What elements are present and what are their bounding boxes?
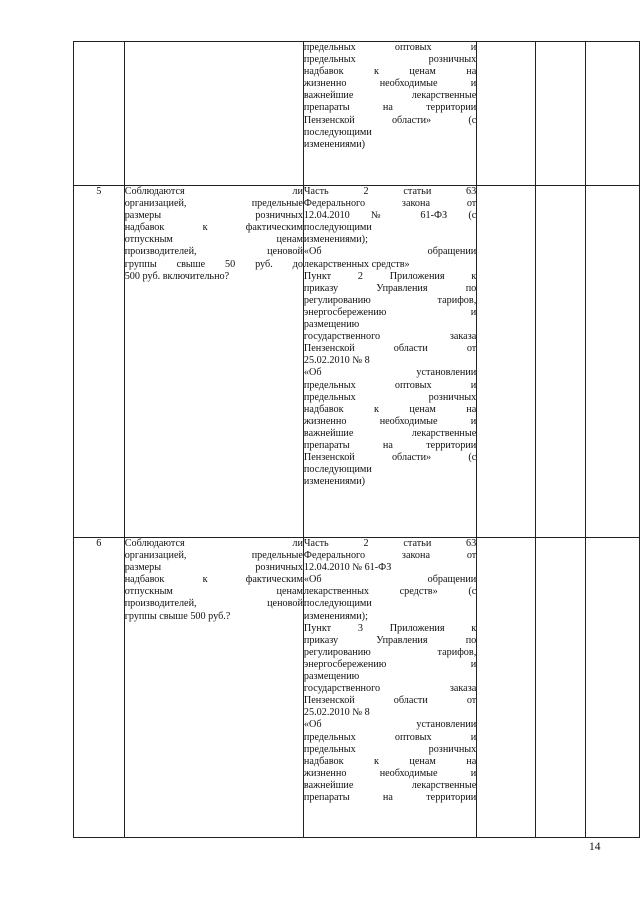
legal-basis-cell: [303, 538, 476, 838]
text-line: приказу Управления по: [303, 634, 477, 646]
text-line: Пензенской области от: [303, 343, 477, 355]
table-row: [74, 42, 640, 186]
answer-yes-cell: [477, 186, 536, 538]
text-line: предельных розничных: [303, 54, 477, 66]
text-line: Пункт 2 Приложения к: [303, 270, 477, 282]
text-line: препараты на территории: [303, 439, 477, 451]
text-line: лекарственных средств»: [303, 258, 410, 270]
text-line: последующими: [303, 464, 372, 476]
text-line: надбавок к ценам на: [303, 403, 477, 415]
text-line: отпускным ценам: [124, 234, 303, 246]
text-line: препараты на территории: [303, 791, 477, 803]
page-number: 14: [589, 841, 601, 853]
text-line: надбавок к ценам на: [303, 755, 477, 767]
text-line: изменениями);: [303, 234, 368, 246]
answer-no-cell: [536, 186, 586, 538]
legal-basis-cell: [303, 186, 476, 538]
text-line: государственного заказа: [303, 331, 477, 343]
text-line: отпускным ценам: [124, 586, 303, 598]
requirements-table: [73, 41, 640, 838]
note-cell: [585, 538, 639, 838]
text-line: производителей, ценовой: [124, 598, 303, 610]
text-line: предельных оптовых и: [303, 379, 477, 391]
text-line: препараты на территории: [303, 102, 477, 114]
text-line: Часть 2 статьи 63: [303, 538, 477, 549]
text-line: размеры розничных: [124, 562, 303, 574]
text-line: государственного заказа: [303, 683, 477, 695]
answer-no-cell: [536, 42, 586, 186]
text-line: лекарственных средств» (с: [303, 586, 477, 598]
text-line: Пензенской области» (с: [303, 114, 477, 126]
text-line: Пункт 3 Приложения к: [303, 622, 477, 634]
text-line: Часть 2 статьи 63: [303, 186, 477, 197]
table-row: [74, 186, 640, 538]
text-line: 500 руб. включительно?: [124, 270, 230, 282]
text-line: регулированию тарифов,: [303, 646, 477, 658]
text-line: организацией, предельные: [124, 550, 303, 562]
text-line: организацией, предельные: [124, 198, 303, 210]
text-line: жизненно необходимые и: [303, 415, 477, 427]
text-line: последующими: [303, 598, 372, 610]
text-line: производителей, ценовой: [124, 246, 303, 258]
text-line: Федерального закона от: [303, 550, 477, 562]
text-line: группы свыше 500 руб.?: [124, 610, 231, 622]
text-line: Соблюдаются ли: [124, 186, 303, 197]
text-line: изменениями);: [303, 610, 368, 622]
answer-no-cell: [536, 538, 586, 838]
text-line: «Об установлении: [303, 367, 477, 379]
text-line: изменениями): [303, 138, 366, 150]
text-line: размещению: [303, 671, 360, 683]
text-line: надбавок к фактическим: [124, 574, 303, 586]
text-line: Федерального закона от: [303, 198, 477, 210]
row-number: 6: [74, 538, 125, 838]
note-cell: [585, 42, 639, 186]
row-number: 5: [74, 186, 125, 538]
text-line: предельных оптовых и: [303, 42, 477, 53]
text-line: энергосбережению и: [303, 658, 477, 670]
text-line: регулированию тарифов,: [303, 294, 477, 306]
text-line: 25.02.2010 № 8: [303, 355, 370, 367]
text-line: Соблюдаются ли: [124, 538, 303, 549]
text-line: 12.04.2010 № 61-ФЗ: [303, 562, 392, 574]
text-line: надбавок к фактическим: [124, 222, 303, 234]
text-line: 12.04.2010 № 61-ФЗ (с: [303, 210, 477, 222]
text-line: «Об обращении: [303, 246, 477, 258]
answer-yes-cell: [477, 42, 536, 186]
text-line: размеры розничных: [124, 210, 303, 222]
text-line: предельных оптовых и: [303, 731, 477, 743]
question-cell: [124, 186, 303, 538]
text-line: энергосбережению и: [303, 306, 477, 318]
answer-yes-cell: [477, 538, 536, 838]
text-line: изменениями): [303, 476, 366, 488]
text-line: надбавок к ценам на: [303, 66, 477, 78]
text-line: жизненно необходимые и: [303, 767, 477, 779]
text-line: Пензенской области» (с: [303, 452, 477, 464]
text-line: последующими: [303, 222, 372, 234]
text-line: важнейшие лекарственные: [303, 90, 477, 102]
text-line: предельных розничных: [303, 743, 477, 755]
text-line: Пензенской области от: [303, 695, 477, 707]
note-cell: [585, 186, 639, 538]
legal-basis-cell: [303, 42, 476, 186]
text-line: «Об обращении: [303, 574, 477, 586]
row-number: [74, 42, 125, 186]
text-line: последующими: [303, 126, 372, 138]
text-line: «Об установлении: [303, 719, 477, 731]
text-line: приказу Управления по: [303, 282, 477, 294]
question-cell: [124, 42, 303, 186]
question-cell: [124, 538, 303, 838]
text-line: важнейшие лекарственные: [303, 779, 477, 791]
text-line: размещению: [303, 319, 360, 331]
text-line: 25.02.2010 № 8: [303, 707, 370, 719]
text-line: предельных розничных: [303, 391, 477, 403]
text-line: группы свыше 50 руб. до: [124, 258, 303, 270]
text-line: важнейшие лекарственные: [303, 427, 477, 439]
text-line: жизненно необходимые и: [303, 78, 477, 90]
table-row: [74, 538, 640, 838]
